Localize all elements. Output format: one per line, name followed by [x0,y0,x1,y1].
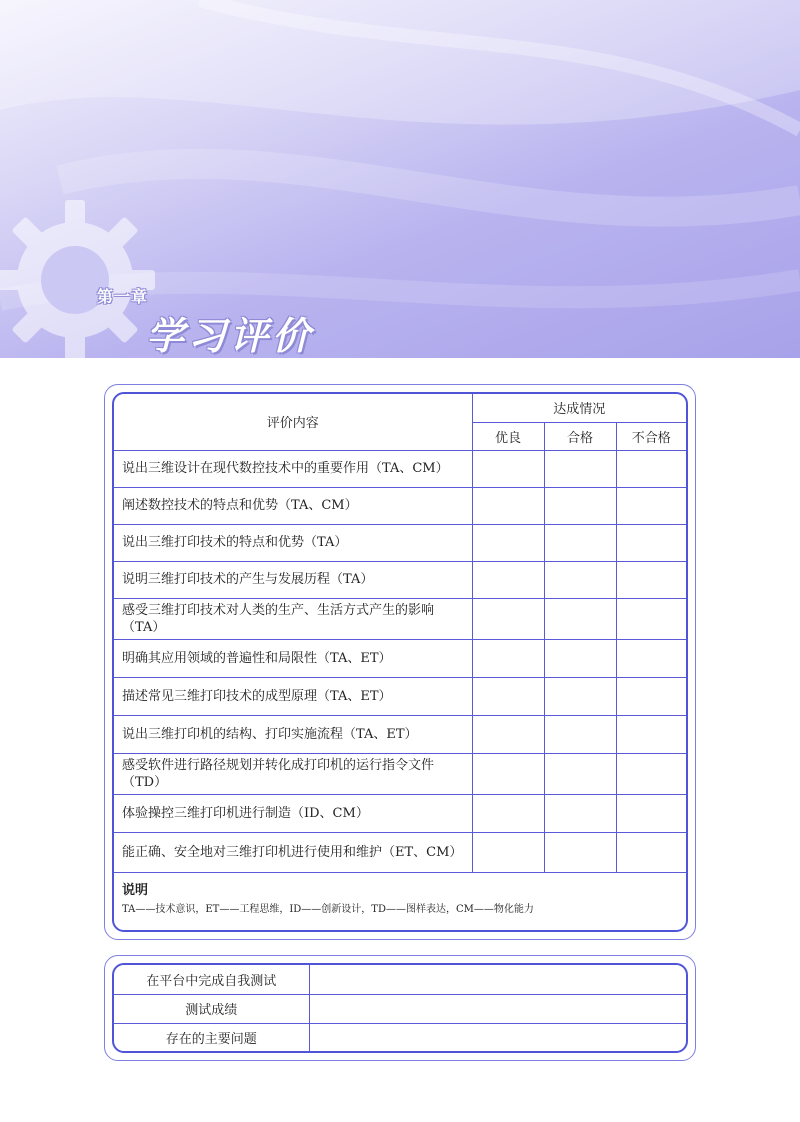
check-cell[interactable] [544,524,616,561]
table-row [114,832,686,872]
check-cell[interactable] [472,715,544,753]
row-content: 感受软件进行路径规划并转化成打印机的运行指令文件（TD） [114,753,472,794]
self-test-frame [104,955,696,1061]
row-content: 阐述数控技术的特点和优势（TA、CM） [114,487,472,524]
table-row [114,487,686,524]
self-test-input[interactable] [309,965,686,994]
page-title: 学习评价 [146,314,315,358]
table-row [114,715,686,753]
table-row [114,561,686,598]
table-row [114,524,686,561]
check-cell[interactable] [544,677,616,715]
score-label: 测试成绩 [114,994,309,1023]
self-test-box [112,963,688,1053]
table-row [114,753,686,794]
row-content: 说出三维打印技术的特点和优势（TA） [114,524,472,561]
check-cell[interactable] [616,715,686,753]
check-cell[interactable] [544,715,616,753]
row-content: 说明三维打印技术的产生与发展历程（TA） [114,561,472,598]
note-cell [114,872,686,923]
row-content: 说出三维设计在现代数控技术中的重要作用（TA、CM） [114,450,472,487]
check-cell[interactable] [472,524,544,561]
header-level-fail: 不合格 [616,422,686,450]
check-cell[interactable] [472,753,544,794]
evaluation-frame [104,384,696,940]
header-content: 评价内容 [114,394,472,450]
check-cell[interactable] [616,598,686,639]
problems-input[interactable] [309,1023,686,1051]
check-cell[interactable] [616,487,686,524]
header-level-excellent: 优良 [472,422,544,450]
table-row [114,677,686,715]
note-title: 说明 [122,882,149,898]
table-row [114,598,686,639]
row-content: 体验操控三维打印机进行制造（ID、CM） [114,794,472,832]
header-achievement: 达成情况 [472,394,686,422]
table-row [114,639,686,677]
check-cell[interactable] [544,753,616,794]
check-cell[interactable] [472,639,544,677]
row-content: 明确其应用领域的普遍性和局限性（TA、ET） [114,639,472,677]
check-cell[interactable] [616,753,686,794]
row-content: 能正确、安全地对三维打印机进行使用和维护（ET、CM） [114,832,472,872]
check-cell[interactable] [544,639,616,677]
check-cell[interactable] [616,677,686,715]
evaluation-box [112,392,688,932]
problems-label: 存在的主要问题 [114,1023,309,1051]
check-cell[interactable] [544,561,616,598]
table-row [114,994,686,1023]
evaluation-table [114,394,686,923]
row-content: 说出三维打印机的结构、打印实施流程（TA、ET） [114,715,472,753]
check-cell[interactable] [544,832,616,872]
header-banner [0,0,800,358]
score-input[interactable] [309,994,686,1023]
row-content: 描述常见三维打印技术的成型原理（TA、ET） [114,677,472,715]
check-cell[interactable] [616,832,686,872]
check-cell[interactable] [616,639,686,677]
check-cell[interactable] [616,450,686,487]
table-row [114,1023,686,1051]
check-cell[interactable] [472,677,544,715]
gear-icon [0,195,160,358]
check-cell[interactable] [544,598,616,639]
check-cell[interactable] [472,561,544,598]
table-row [114,450,686,487]
check-cell[interactable] [472,487,544,524]
check-cell[interactable] [472,794,544,832]
note-text: TA——技术意识，ET——工程思维，ID——创新设计，TD——图样表达，CM——物化能力 [122,903,534,915]
check-cell[interactable] [544,487,616,524]
self-test-label: 在平台中完成自我测试 [114,965,309,994]
check-cell[interactable] [616,561,686,598]
check-cell[interactable] [472,450,544,487]
chapter-label: 第一章 [97,287,149,306]
check-cell[interactable] [472,832,544,872]
check-cell[interactable] [544,794,616,832]
check-cell[interactable] [472,598,544,639]
note-row [114,872,686,923]
row-content: 感受三维打印技术对人类的生产、生活方式产生的影响（TA） [114,598,472,639]
self-test-table [114,965,686,1051]
check-cell[interactable] [616,524,686,561]
table-row [114,794,686,832]
header-level-pass: 合格 [544,422,616,450]
check-cell[interactable] [616,794,686,832]
check-cell[interactable] [544,450,616,487]
table-row [114,965,686,994]
